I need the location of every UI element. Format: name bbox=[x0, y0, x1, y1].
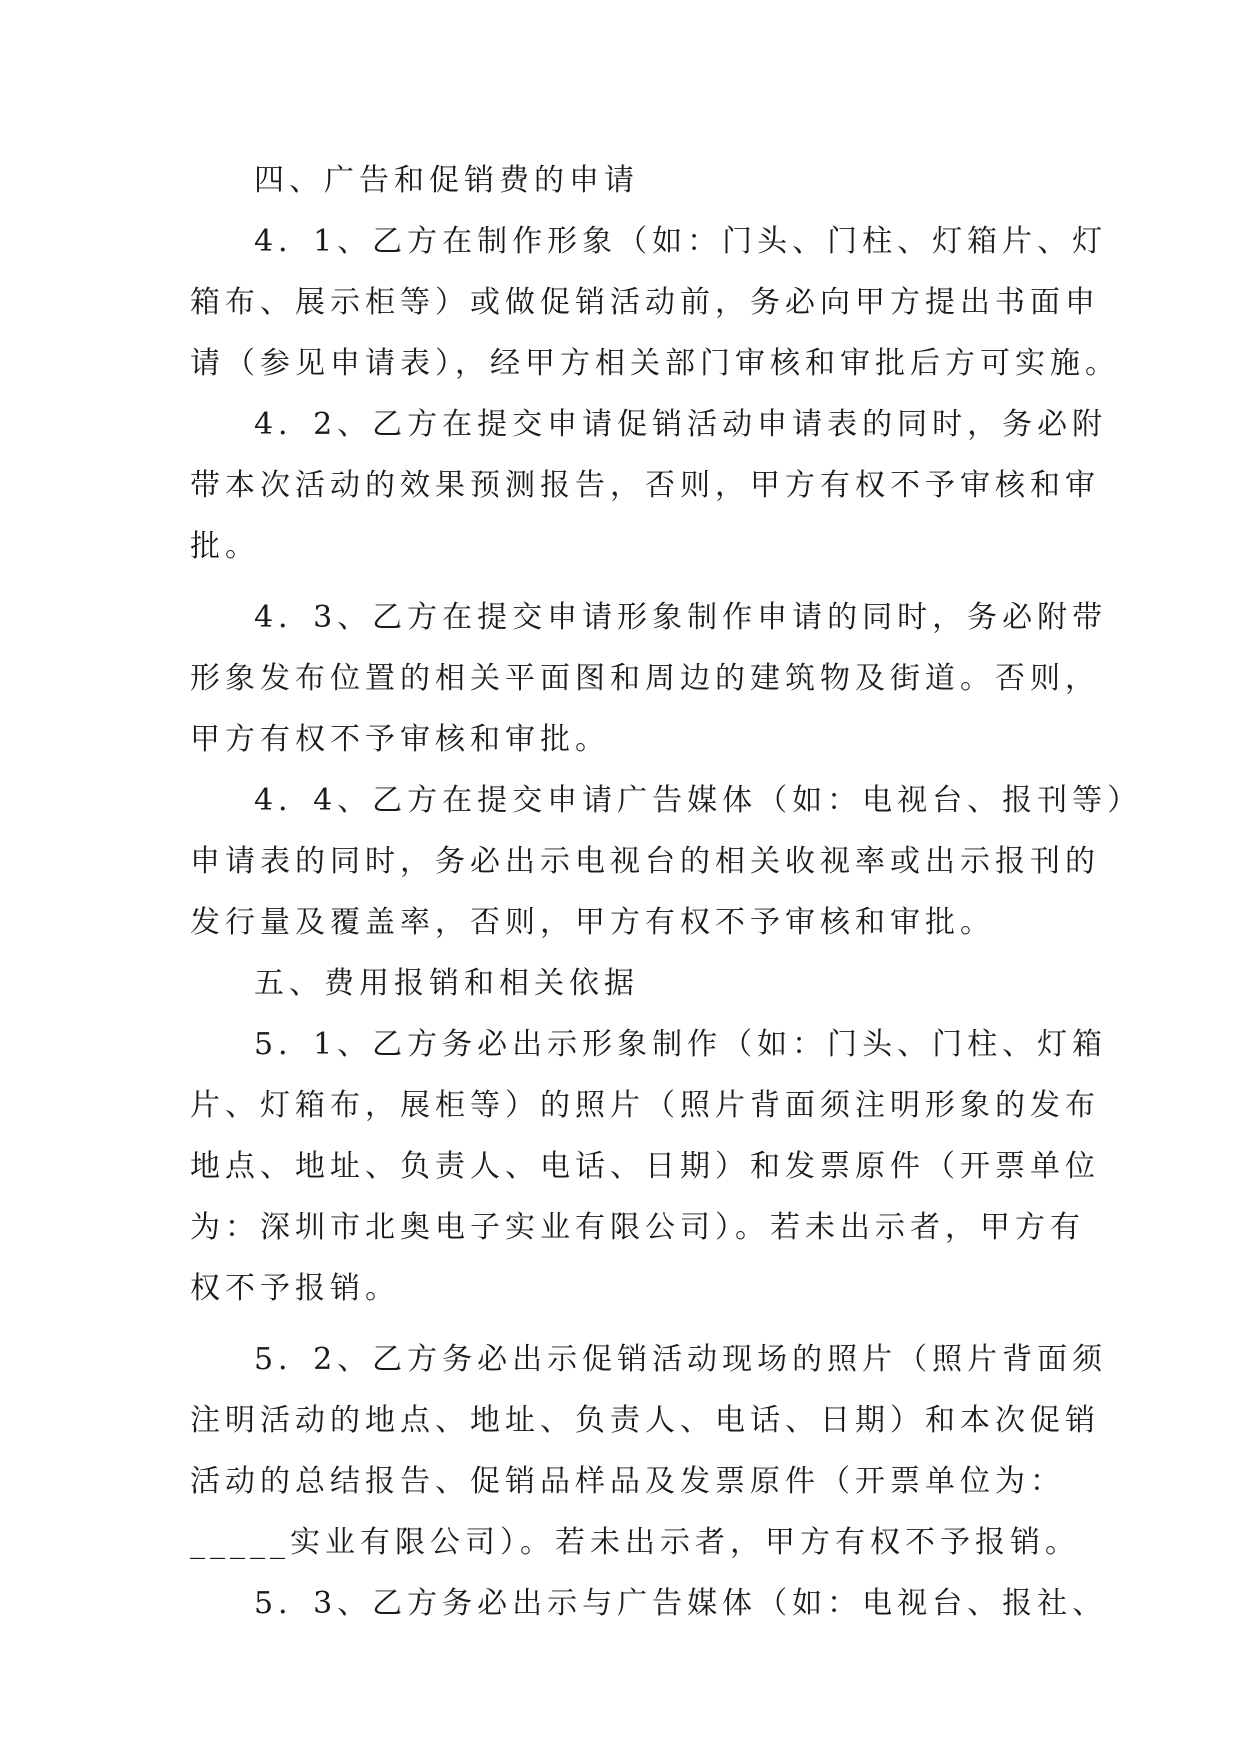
text-line: 甲方有权不予审核和审批。 bbox=[190, 722, 610, 757]
text-line: 活动的总结报告、促销品样品及发票原件（开票单位为： bbox=[190, 1464, 1065, 1499]
text-line: 5．2、乙方务必出示促销活动现场的照片（照片背面须 bbox=[254, 1342, 1108, 1377]
paragraph bbox=[190, 770, 1143, 953]
paragraph bbox=[190, 1329, 1108, 1573]
document-body bbox=[190, 150, 1143, 1634]
section-heading bbox=[190, 150, 1070, 211]
text-line: 五、费用报销和相关依据 bbox=[254, 966, 639, 1001]
text-line: 片、灯箱布，展柜等）的照片（照片背面须注明形象的发布 bbox=[190, 1088, 1100, 1123]
section-heading bbox=[190, 953, 1070, 1014]
text-line: 带本次活动的效果预测报告，否则，甲方有权不予审核和审 bbox=[190, 468, 1100, 503]
text-line: 4．4、乙方在提交申请广告媒体（如：电视台、报刊等） bbox=[254, 783, 1143, 818]
text-line: 地点、地址、负责人、电话、日期）和发票原件（开票单位 bbox=[190, 1149, 1100, 1184]
paragraph bbox=[190, 211, 1120, 394]
text-line: 四、广告和促销费的申请 bbox=[254, 163, 639, 198]
text-line: 4．1、乙方在制作形象（如：门头、门柱、灯箱片、灯 bbox=[254, 224, 1108, 259]
text-line: 申请表的同时，务必出示电视台的相关收视率或出示报刊的 bbox=[190, 844, 1100, 879]
text-line: 权不予报销。 bbox=[190, 1271, 400, 1306]
text-line: 5．3、乙方务必出示与广告媒体（如：电视台、报社、 bbox=[254, 1586, 1108, 1621]
paragraph bbox=[190, 1573, 1108, 1634]
text-line: 4．2、乙方在提交申请促销活动申请表的同时，务必附 bbox=[254, 407, 1108, 442]
text-line: _____实业有限公司）。若未出示者，甲方有权不予报销。 bbox=[190, 1525, 1080, 1560]
paragraph bbox=[190, 1014, 1108, 1319]
paragraph bbox=[190, 394, 1108, 577]
paragraph bbox=[190, 587, 1108, 770]
text-line: 5．1、乙方务必出示形象制作（如：门头、门柱、灯箱 bbox=[254, 1027, 1108, 1062]
text-line: 注明活动的地点、地址、负责人、电话、日期）和本次促销 bbox=[190, 1403, 1100, 1438]
text-line: 为：深圳市北奥电子实业有限公司）。若未出示者，甲方有 bbox=[190, 1210, 1085, 1245]
text-line: 箱布、展示柜等）或做促销活动前，务必向甲方提出书面申 bbox=[190, 285, 1100, 320]
text-line: 发行量及覆盖率，否则，甲方有权不予审核和审批。 bbox=[190, 905, 995, 940]
text-line: 请（参见申请表），经甲方相关部门审核和审批后方可实施。 bbox=[190, 346, 1120, 381]
text-line: 4．3、乙方在提交申请形象制作申请的同时，务必附带 bbox=[254, 600, 1108, 635]
text-line: 形象发布位置的相关平面图和周边的建筑物及街道。否则， bbox=[190, 661, 1100, 696]
text-line: 批。 bbox=[190, 529, 260, 564]
